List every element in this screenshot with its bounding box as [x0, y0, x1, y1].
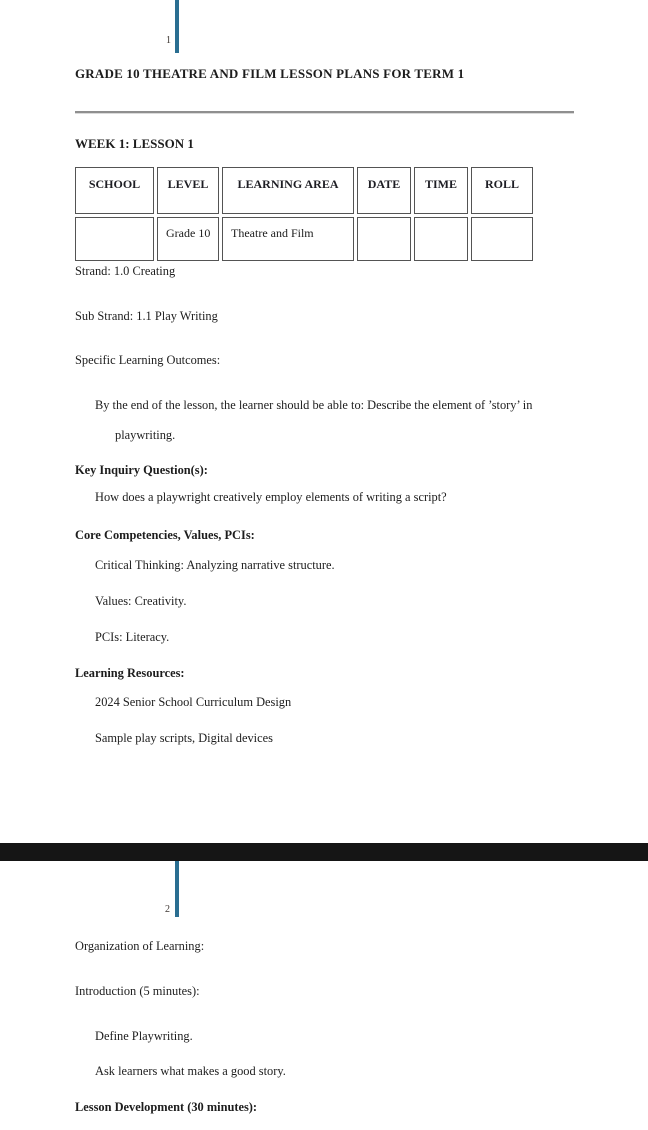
lesson-info-table	[72, 164, 536, 264]
horizontal-rule	[75, 111, 574, 114]
table-cell-learning-area: Theatre and Film	[222, 217, 354, 261]
specific-learning-outcomes-heading: Specific Learning Outcomes:	[75, 353, 221, 367]
table-header-date: DATE	[357, 167, 411, 214]
page-number: 2	[165, 904, 170, 915]
slo-text-line1: By the end of the lesson, the learner should be able to: Describe the element of ’story’ in	[95, 398, 533, 412]
table-header-school: SCHOOL	[75, 167, 154, 214]
learning-resources-heading: Learning Resources:	[75, 666, 185, 680]
introduction-item: Define Playwriting.	[95, 1029, 193, 1043]
text-cursor-marker	[175, 861, 179, 917]
page-number: 1	[166, 35, 171, 46]
introduction-item: Ask learners what makes a good story.	[95, 1064, 286, 1078]
learning-resources-item: Sample play scripts, Digital devices	[95, 731, 273, 745]
slo-text-line2: playwriting.	[115, 428, 176, 442]
introduction-heading: Introduction (5 minutes):	[75, 984, 200, 998]
table-cell-level: Grade 10	[157, 217, 219, 261]
table-header-time: TIME	[414, 167, 468, 214]
table-header-row	[75, 167, 533, 214]
table-cell-school	[75, 217, 154, 261]
table-header-roll: ROLL	[471, 167, 533, 214]
table-header-level: LEVEL	[157, 167, 219, 214]
key-inquiry-heading: Key Inquiry Question(s):	[75, 463, 208, 477]
table-cell-date	[357, 217, 411, 261]
text-cursor-marker	[175, 0, 179, 53]
table-cell-time	[414, 217, 468, 261]
sub-strand-text: Sub Strand: 1.1 Play Writing	[75, 309, 218, 323]
values-item: Values: Creativity.	[95, 594, 187, 608]
table-cell-roll	[471, 217, 533, 261]
pcis-item: PCIs: Literacy.	[95, 630, 170, 644]
week-lesson-heading: WEEK 1: LESSON 1	[75, 136, 194, 151]
core-competencies-item: Critical Thinking: Analyzing narrative structure.	[95, 558, 335, 572]
lesson-development-heading: Lesson Development (30 minutes):	[75, 1100, 258, 1114]
core-competencies-heading: Core Competencies, Values, PCIs:	[75, 528, 255, 542]
document-title: GRADE 10 THEATRE AND FILM LESSON PLANS FOR TERM 1	[75, 66, 465, 81]
page-separator-bar	[0, 843, 648, 862]
table-row	[75, 217, 533, 261]
table-header-learning-area: LEARNING AREA	[222, 167, 354, 214]
learning-resources-item: 2024 Senior School Curriculum Design	[95, 695, 292, 709]
document-page-2[interactable]	[0, 861, 648, 1130]
organization-of-learning-heading: Organization of Learning:	[75, 939, 205, 953]
strand-text: Strand: 1.0 Creating	[75, 264, 176, 278]
key-inquiry-text: How does a playwright creatively employ elements of writing a script?	[95, 490, 447, 504]
